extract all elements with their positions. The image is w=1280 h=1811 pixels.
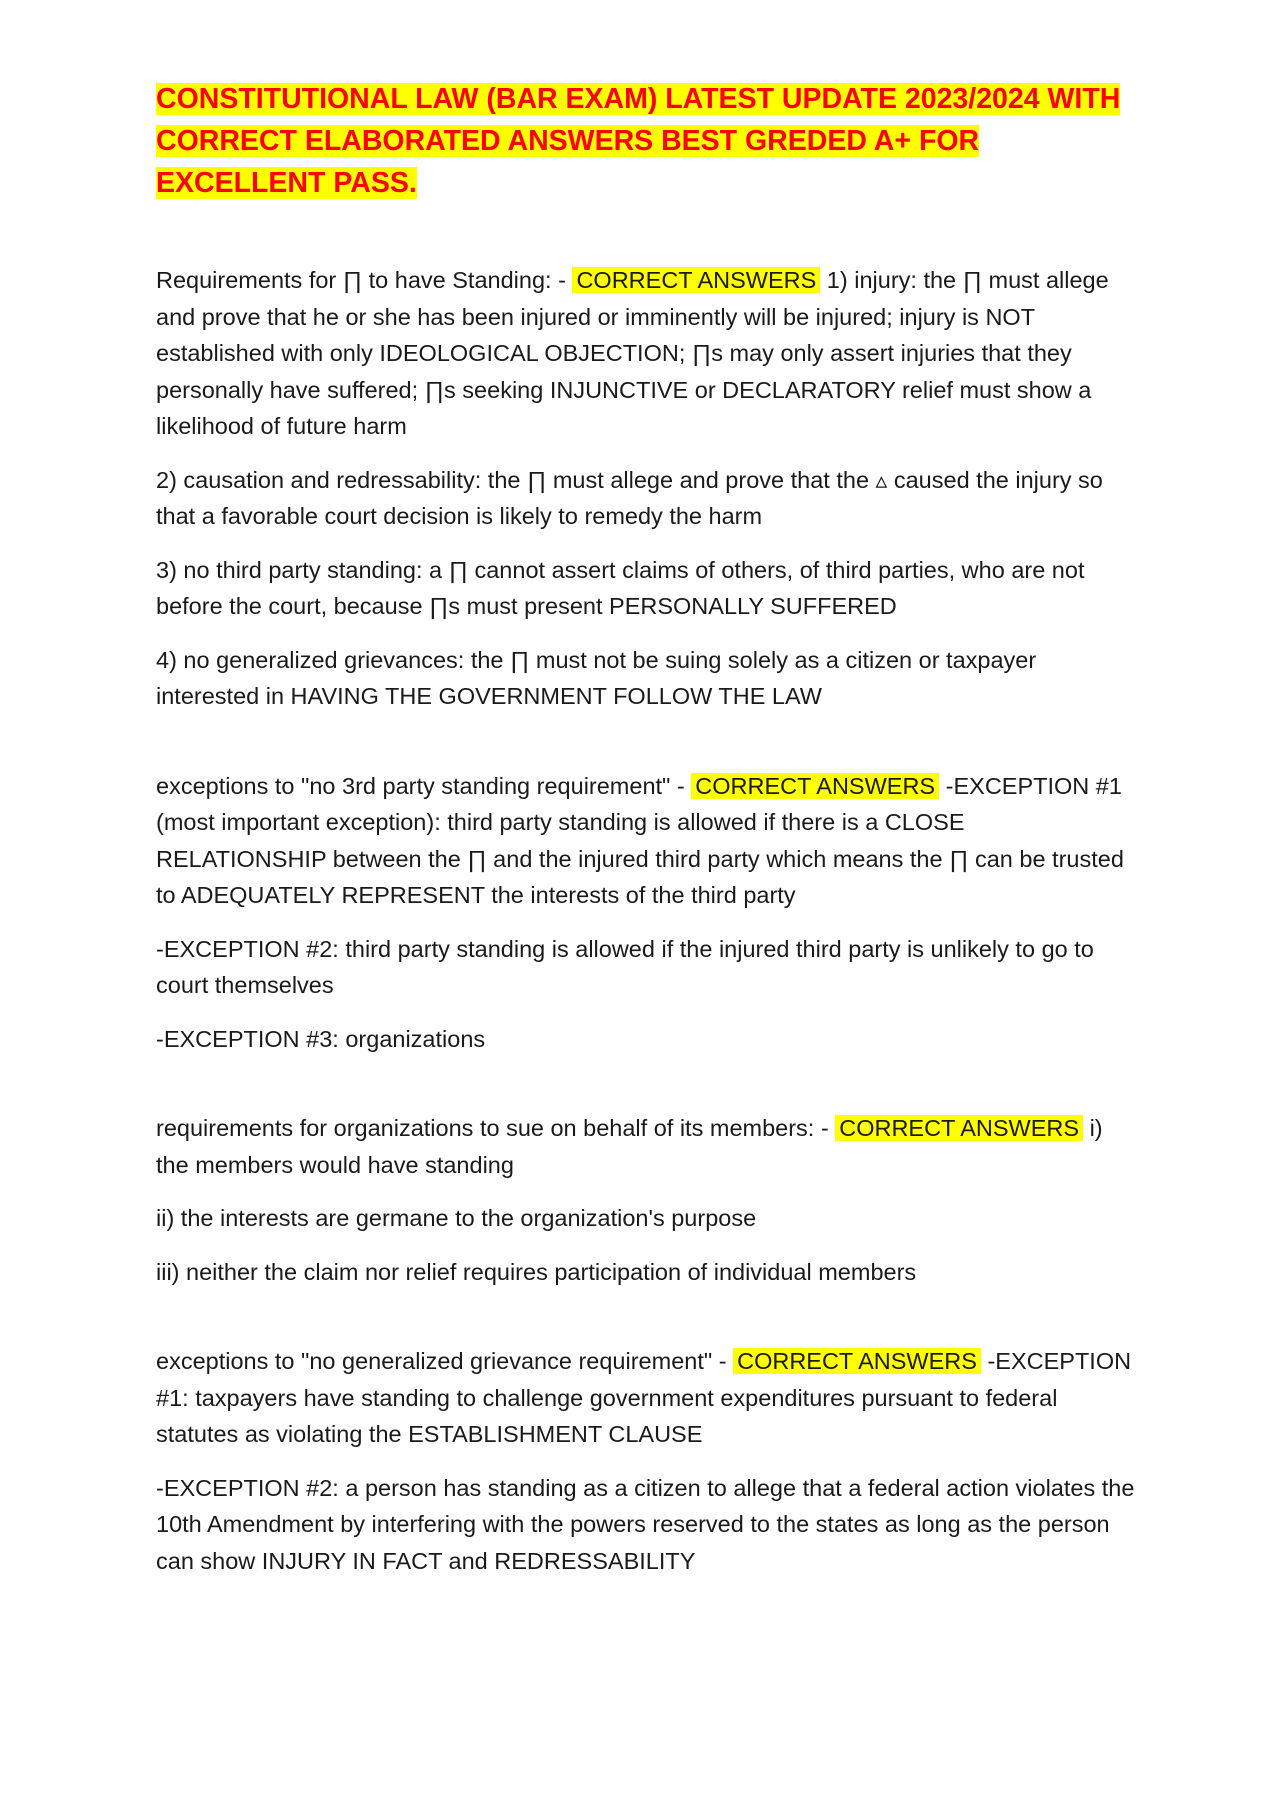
qa-entry	[156, 262, 1141, 715]
correct-answers-tag: CORRECT ANSWERS	[691, 773, 939, 799]
question-paragraph	[156, 768, 1141, 914]
question-paragraph	[156, 262, 1141, 445]
answer-paragraph: ii) the interests are germane to the organization's purpose	[156, 1205, 757, 1231]
question-paragraph	[156, 1110, 1141, 1183]
qa-entry	[156, 1343, 1141, 1579]
document-title-text: CONSTITUTIONAL LAW (BAR EXAM) LATEST UPDATE 2023/2024 WITH CORRECT ELABORATED ANSWERS BEST GREDED A+ FOR EXCELLENT PASS.	[156, 83, 1121, 199]
answer-paragraph: -EXCEPTION #2: third party standing is allowed if the injured third party is unlikely to go to court themselves	[156, 935, 1094, 998]
answer-paragraph: 4) no generalized grievances: the ∏ must not be suing solely as a citizen or taxpayer interested in HAVING THE GOVERNMENT FOLLOW THE LAW	[156, 646, 1037, 709]
answer-paragraph: 2) causation and redressability: the ∏ must allege and prove that the ▵ caused the injury so that a favorable court decision is likely to remedy the harm	[156, 466, 1103, 529]
question-text: Requirements for ∏ to have Standing: -	[156, 267, 573, 293]
question-text: exceptions to "no generalized grievance requirement" -	[156, 1348, 734, 1374]
question-text: exceptions to "no 3rd party standing requirement" -	[156, 772, 692, 799]
entry-spacer	[156, 732, 1141, 768]
question-paragraph	[156, 1343, 1141, 1453]
answer-paragraph: iii) neither the claim nor relief requires participation of individual members	[156, 1258, 917, 1285]
answer-text: -EXCEPTION #1: taxpayers have standing to challenge government expenditures pursuant to federal statutes as violating the ESTABLISHMENT CLAUSE	[156, 1348, 1132, 1447]
answer-paragraph: -EXCEPTION #3: organizations	[156, 1025, 486, 1052]
answer-paragraph: 3) no third party standing: a ∏ cannot assert claims of others, of third parties, who are not before the court, because ∏s must present PERSONALLY SUFFERED	[156, 556, 1085, 619]
document-title	[156, 78, 1141, 204]
answer-text: -EXCEPTION #1 (most important exception): third party standing is allowed if there is a CLOSE RELATIONSHIP between the ∏ and the injured third party which means the ∏ can be trusted to ADEQUATELY REPRESENT the interests of the third party	[156, 772, 1124, 908]
answer-text: i) the members would have standing	[156, 1115, 1103, 1178]
entry-spacer	[156, 1307, 1141, 1343]
answer-paragraph: -EXCEPTION #2: a person has standing as a citizen to allege that a federal action violates the 10th Amendment by interfering with the powers reserved to the states as long as the person can show INJURY IN FACT and REDRESSABILITY	[156, 1474, 1135, 1574]
correct-answers-tag: CORRECT ANSWERS	[572, 267, 820, 293]
question-text: requirements for organizations to sue on behalf of its members: -	[156, 1115, 836, 1141]
qa-entry	[156, 1110, 1141, 1290]
answer-text: 1) injury: the ∏ must allege and prove that he or she has been injured or imminently will be injured; injury is NOT established with only IDEOLOGICAL OBJECTION; ∏s may only assert injuries that they personally have suffered; ∏s seeking INJUNCTIVE or DECLARATORY relief must show a likelihood of future harm	[156, 267, 1109, 439]
qa-entry	[156, 768, 1141, 1058]
document-page	[156, 78, 1141, 1596]
correct-answers-tag: CORRECT ANSWERS	[835, 1115, 1083, 1141]
correct-answers-tag: CORRECT ANSWERS	[733, 1348, 981, 1374]
entry-spacer	[156, 1074, 1141, 1110]
